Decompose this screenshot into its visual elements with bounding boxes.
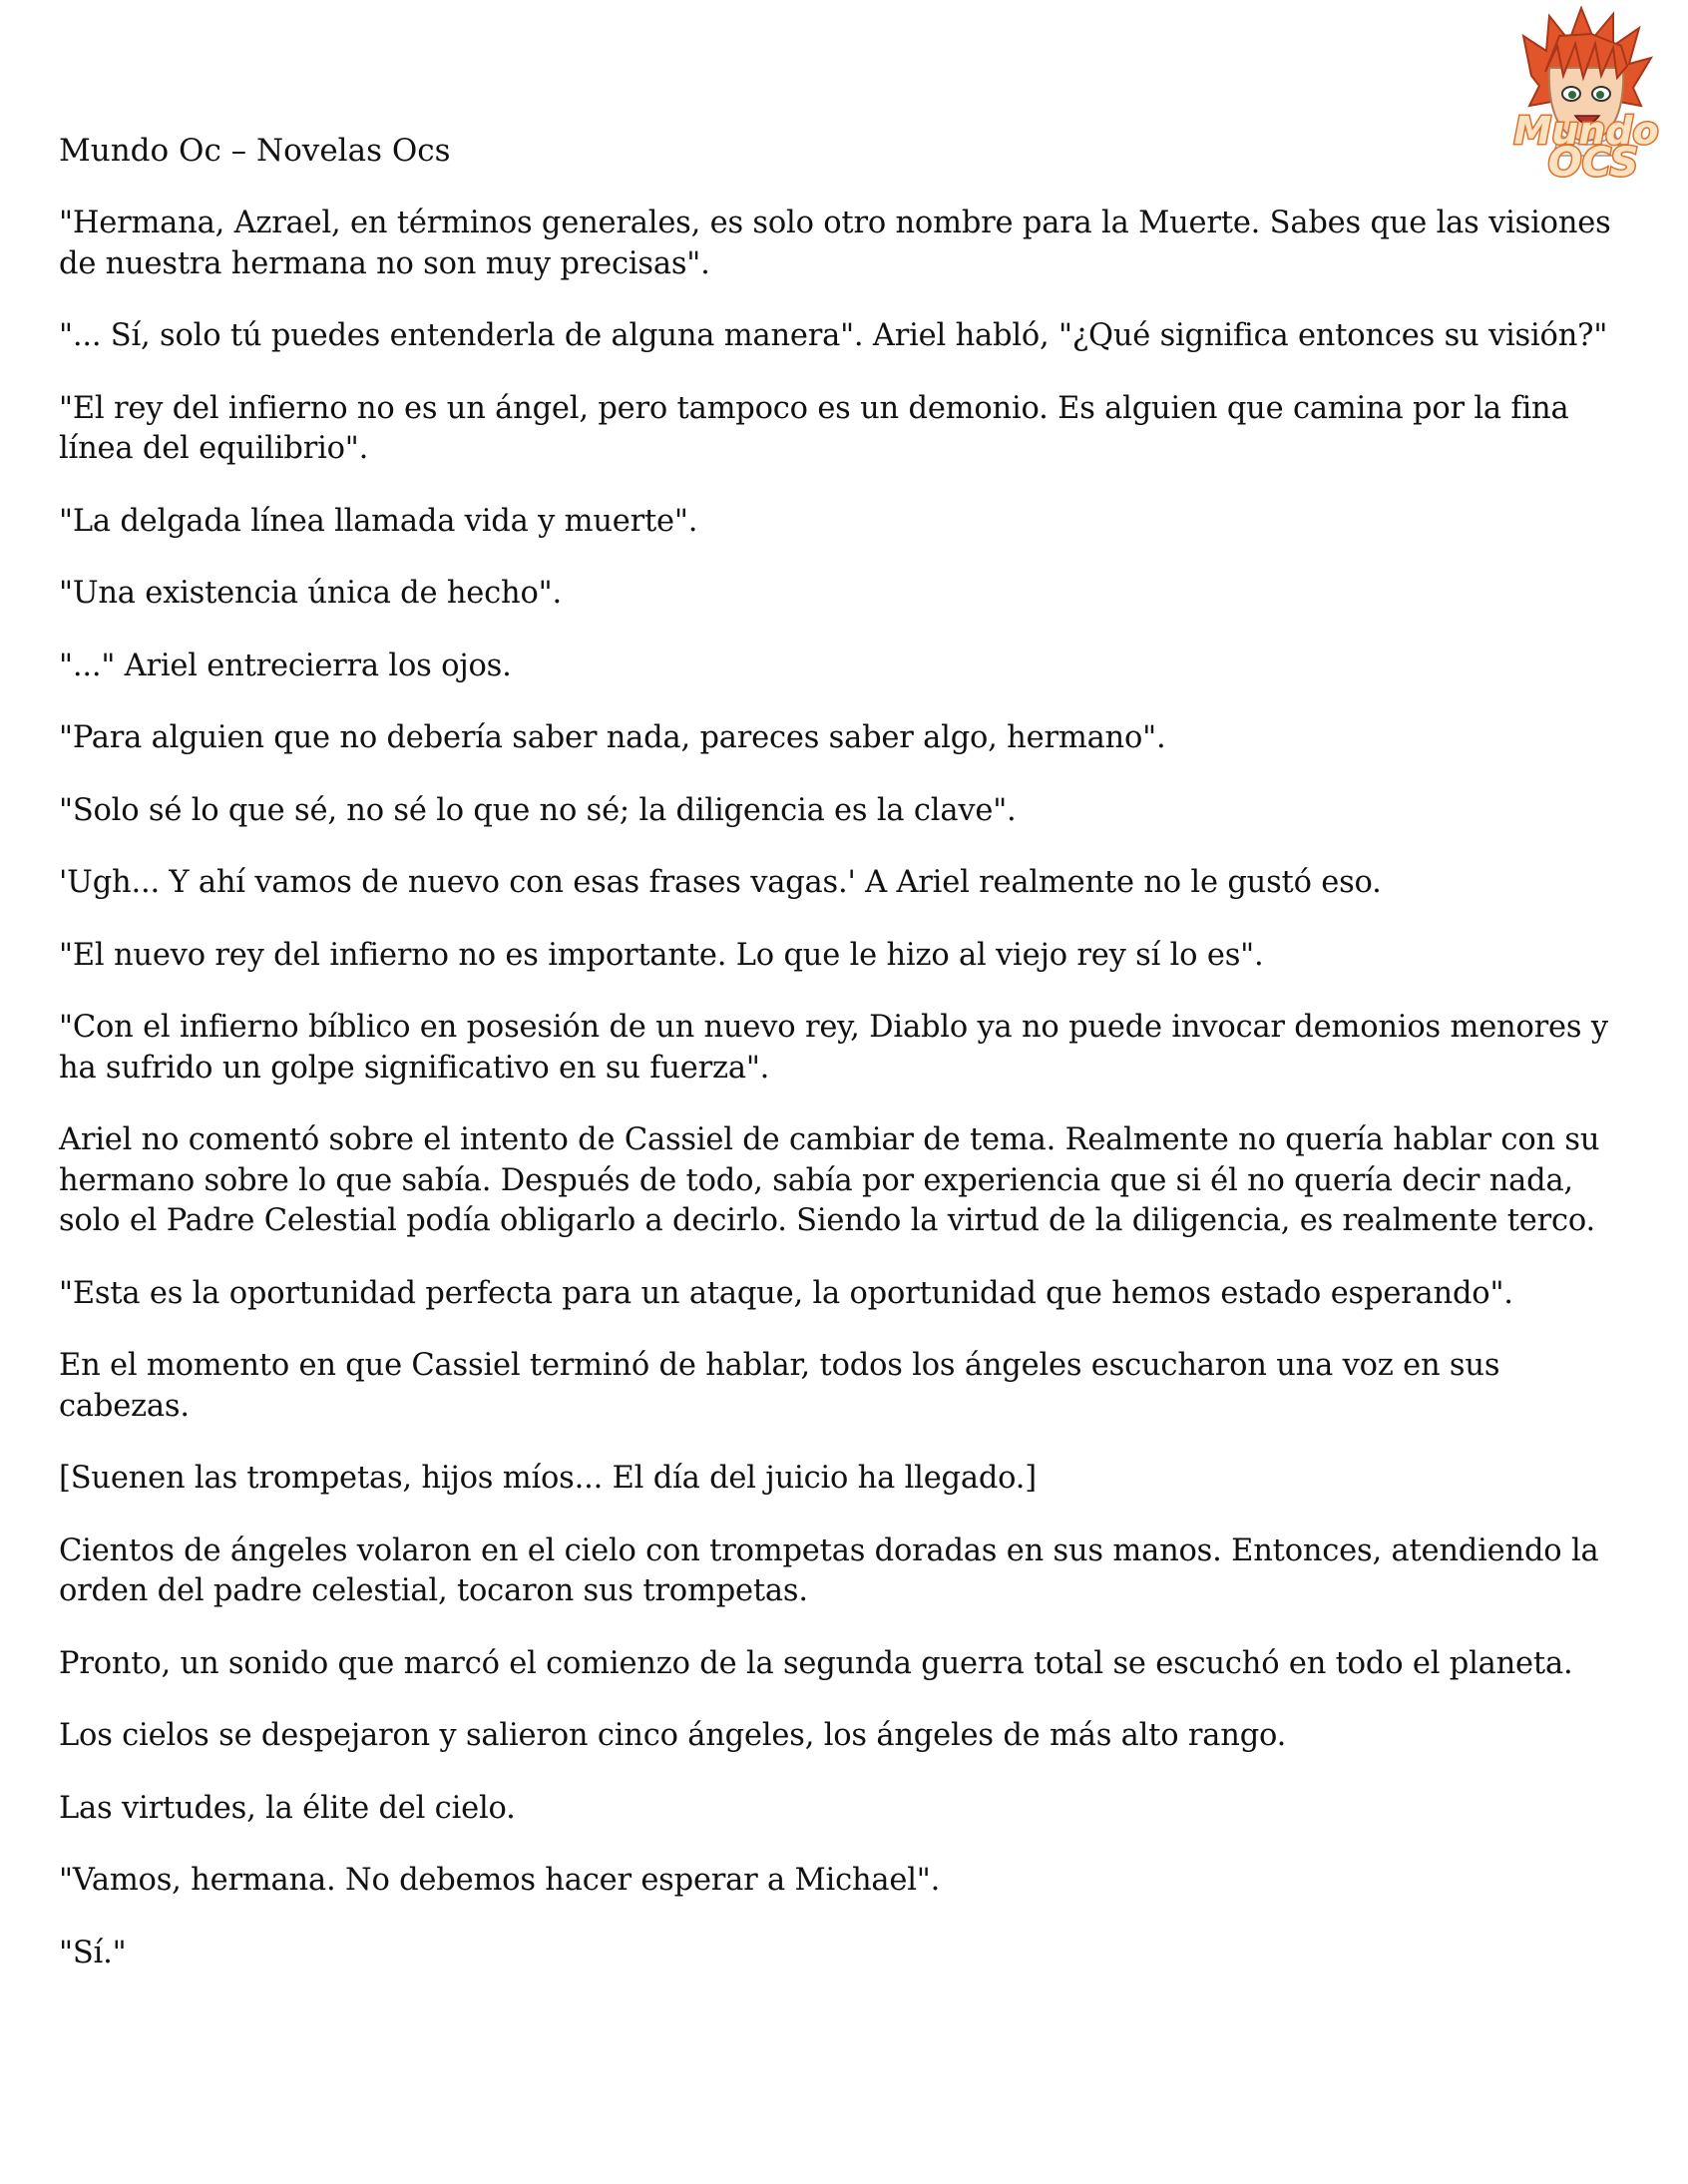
logo-text-ocs: OCS bbox=[1547, 140, 1639, 186]
paragraph: "Una existencia única de hecho". bbox=[59, 576, 562, 611]
paragraph: Cientos de ángeles volaron en el cielo con trompetas doradas en sus manos. Entonces, atendiendo la orden del padre celestial, tocaron sus trompetas. bbox=[59, 1532, 1599, 1608]
paragraph: "El rey del infierno no es un ángel, pero tampoco es un demonio. Es alguien que camina por la fina línea del equilibrio". bbox=[59, 390, 1569, 466]
paragraph: 'Ugh... Y ahí vamos de nuevo con esas frases vagas.' A Ariel realmente no le gustó eso. bbox=[59, 865, 1382, 900]
paragraph: "Solo sé lo que sé, no sé lo que no sé; la diligencia es la clave". bbox=[59, 792, 1017, 828]
paragraph: "Con el infierno bíblico en posesión de un nuevo rey, Diablo ya no puede invocar demonios menores y ha sufrido un golpe significativo en su fuerza". bbox=[59, 1010, 1608, 1086]
paragraph: "... Sí, solo tú puedes entenderla de alguna manera". Ariel habló, "¿Qué significa entonces su visión?" bbox=[59, 318, 1608, 353]
paragraph: Las virtudes, la élite del cielo. bbox=[59, 1790, 516, 1826]
logo-text-mundo: Mundo bbox=[1513, 109, 1659, 153]
paragraph: "Para alguien que no debería saber nada, pareces saber algo, hermano". bbox=[59, 720, 1166, 755]
page-header: Mundo Oc – Novelas Ocs bbox=[59, 133, 451, 169]
paragraph: "Vamos, hermana. No debemos hacer esperar a Michael". bbox=[59, 1863, 941, 1898]
anime-mascot-icon bbox=[1501, 6, 1671, 186]
paragraph: En el momento en que Cassiel terminó de hablar, todos los ángeles escucharon una voz en sus cabezas. bbox=[59, 1348, 1500, 1424]
paragraph: "Esta es la oportunidad perfecta para un ataque, la oportunidad que hemos estado esperando". bbox=[59, 1275, 1513, 1311]
paragraph: "El nuevo rey del infierno no es importante. Lo que le hizo al viejo rey sí lo es". bbox=[59, 937, 1264, 973]
paragraph: "Hermana, Azrael, en términos generales, es solo otro nombre para la Muerte. Sabes que las visiones de nuestra hermana no son muy precisas". bbox=[59, 206, 1611, 281]
paragraph: [Suenen las trompetas, hijos míos... El día del juicio ha llegado.] bbox=[59, 1461, 1037, 1496]
paragraph: "Sí." bbox=[59, 1935, 127, 1970]
paragraph: "..." Ariel entrecierra los ojos. bbox=[59, 648, 512, 683]
document-body bbox=[59, 204, 1635, 2005]
paragraph: Pronto, un sonido que marcó el comienzo de la segunda guerra total se escuchó en todo el planeta. bbox=[59, 1645, 1573, 1681]
paragraph: Los cielos se despejaron y salieron cinco ángeles, los ángeles de más alto rango. bbox=[59, 1718, 1287, 1753]
mundo-ocs-logo bbox=[1501, 6, 1671, 186]
paragraph: "La delgada línea llamada vida y muerte". bbox=[59, 503, 698, 539]
paragraph: Ariel no comentó sobre el intento de Cassiel de cambiar de tema. Realmente no quería hablar con su hermano sobre lo que sabía. Después de todo, sabía por experiencia que si él no quería decir nada, solo el Padre Celestial podía obligarlo a decirlo. Siendo la virtud de la diligencia, es realmente terco. bbox=[59, 1122, 1600, 1238]
